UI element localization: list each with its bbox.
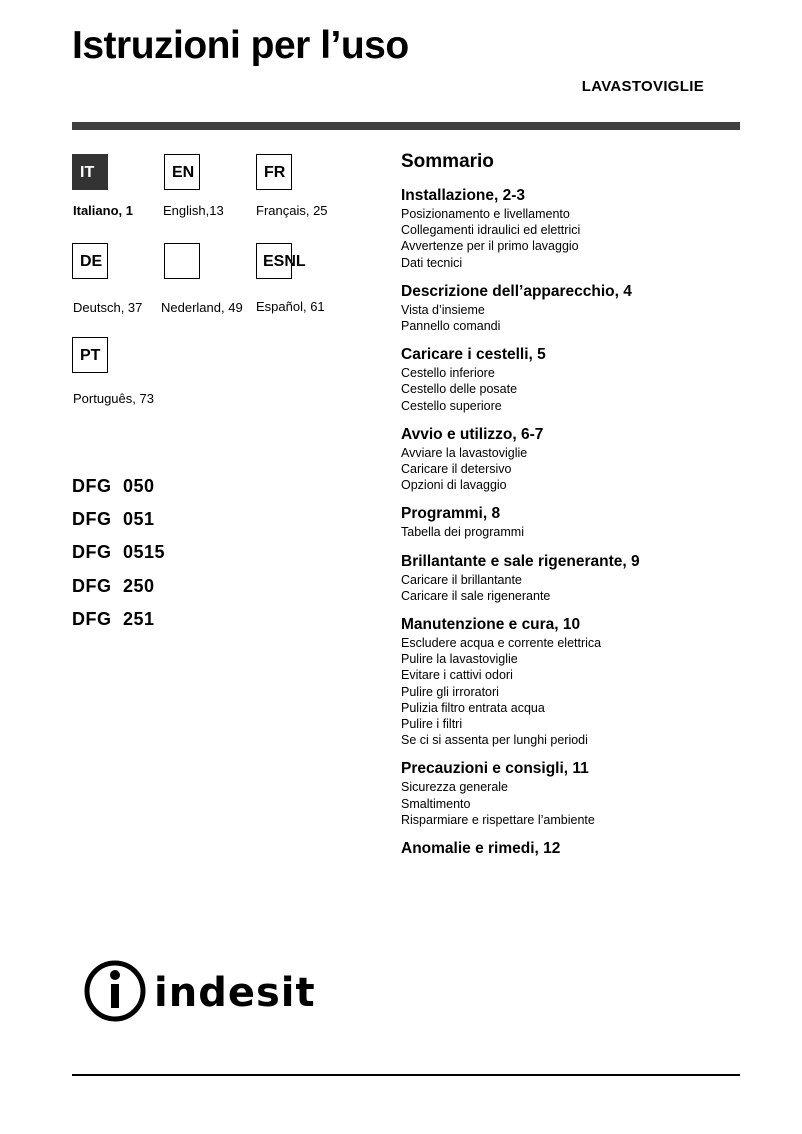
lang-label-es[interactable]: Español, 61 <box>256 299 325 314</box>
toc-item[interactable]: Evitare i cattivi odori <box>401 668 513 683</box>
bottom-divider <box>72 1074 740 1076</box>
toc-item[interactable]: Risparmiare e rispettare l’ambiente <box>401 812 595 827</box>
toc-heading[interactable]: Precauzioni e consigli, 11 <box>401 760 589 778</box>
lang-box-es[interactable]: ESNL <box>256 243 292 279</box>
model-item: DFG 050 <box>72 476 155 496</box>
table-of-contents <box>401 186 731 870</box>
toc-item[interactable]: Caricare il detersivo <box>401 462 512 477</box>
product-type: LAVASTOVIGLIE <box>581 78 704 95</box>
lang-box-en[interactable]: EN <box>164 154 200 190</box>
toc-heading[interactable]: Caricare i cestelli, 5 <box>401 346 546 364</box>
toc-item[interactable]: Opzioni di lavaggio <box>401 478 507 493</box>
lang-label-it[interactable]: Italiano, 1 <box>73 203 133 218</box>
lang-label-nl[interactable]: Nederland, 49 <box>161 300 243 315</box>
document-title: Istruzioni per l’uso <box>72 24 409 67</box>
model-item: DFG 250 <box>72 576 155 596</box>
toc-item[interactable]: Collegamenti idraulici ed elettrici <box>401 223 581 238</box>
lang-label-en[interactable]: English,13 <box>163 203 224 218</box>
toc-item[interactable]: Dati tecnici <box>401 255 463 270</box>
toc-item[interactable]: Vista d’insieme <box>401 302 485 317</box>
toc-item[interactable]: Tabella dei programmi <box>401 525 524 540</box>
toc-item[interactable]: Caricare il brillantante <box>401 572 522 587</box>
toc-section <box>401 282 731 334</box>
toc-section <box>401 186 731 271</box>
toc-item[interactable]: Sicurezza generale <box>401 780 509 795</box>
toc-section <box>401 615 731 748</box>
toc-heading[interactable]: Manutenzione e cura, 10 <box>401 616 581 634</box>
lang-label-de[interactable]: Deutsch, 37 <box>73 300 143 315</box>
toc-section <box>401 552 731 604</box>
toc-heading[interactable]: Anomalie e rimedi, 12 <box>401 840 561 858</box>
toc-item[interactable]: Pulizia filtro entrata acqua <box>401 700 545 715</box>
toc-item[interactable]: Pannello comandi <box>401 319 501 334</box>
toc-section <box>401 839 731 859</box>
toc-section <box>401 504 731 540</box>
toc-item[interactable]: Avviare la lavastoviglie <box>401 445 528 460</box>
toc-heading[interactable]: Installazione, 2-3 <box>401 187 526 204</box>
model-item: DFG 051 <box>72 509 155 529</box>
toc-section <box>401 759 731 828</box>
toc-item[interactable]: Cestello inferiore <box>401 366 495 381</box>
lang-box-de[interactable]: DE <box>72 243 108 279</box>
toc-item[interactable]: Pulire i filtri <box>401 717 463 732</box>
lang-label-fr[interactable]: Français, 25 <box>256 203 328 218</box>
toc-heading[interactable]: Brillantante e sale rigenerante, 9 <box>401 552 640 570</box>
summary-title: Sommario <box>401 151 494 172</box>
indesit-logo-icon <box>82 958 322 1024</box>
lang-box-fr[interactable]: FR <box>256 154 292 190</box>
lang-box-it[interactable]: IT <box>72 154 108 190</box>
top-divider <box>72 122 740 130</box>
toc-item[interactable]: Pulire gli irroratori <box>401 684 499 699</box>
toc-item[interactable]: Se ci si assenta per lunghi periodi <box>401 733 588 748</box>
toc-heading[interactable]: Descrizione dell’apparecchio, 4 <box>401 282 632 300</box>
brand-wordmark: indesit <box>154 970 316 1016</box>
lang-label-pt[interactable]: Português, 73 <box>73 391 154 406</box>
toc-heading[interactable]: Programmi, 8 <box>401 505 501 523</box>
toc-item[interactable]: Avvertenze per il primo lavaggio <box>401 239 579 254</box>
toc-item[interactable]: Posizionamento e livellamento <box>401 207 570 221</box>
lang-box-nl[interactable] <box>164 243 200 279</box>
toc-heading[interactable]: Avvio e utilizzo, 6-7 <box>401 425 544 443</box>
toc-section <box>401 425 731 494</box>
toc-item[interactable]: Caricare il sale rigenerante <box>401 588 551 603</box>
toc-item[interactable]: Cestello delle posate <box>401 382 518 397</box>
toc-item[interactable]: Escludere acqua e corrente elettrica <box>401 636 602 651</box>
toc-item[interactable]: Smaltimento <box>401 796 471 811</box>
model-item: DFG 0515 <box>72 542 166 562</box>
toc-item[interactable]: Cestello superiore <box>401 398 502 413</box>
toc-item[interactable]: Pulire la lavastoviglie <box>401 652 518 667</box>
toc-section <box>401 345 731 414</box>
model-item: DFG 251 <box>72 609 155 629</box>
lang-box-pt[interactable]: PT <box>72 337 108 373</box>
